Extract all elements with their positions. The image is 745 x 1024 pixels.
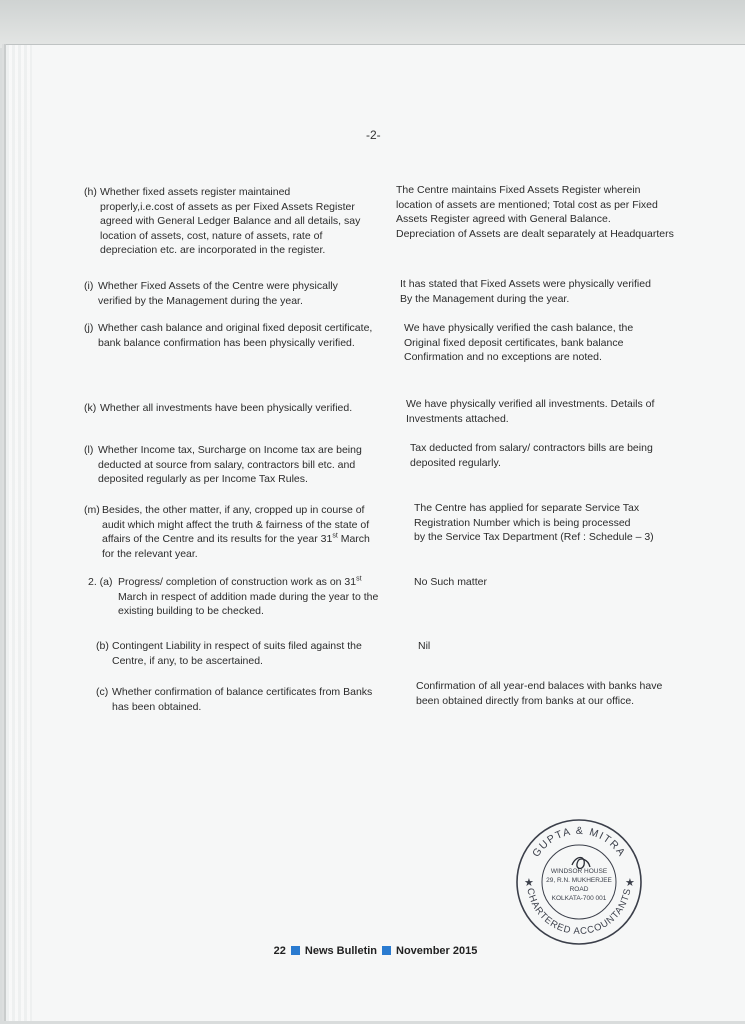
answer <box>410 441 700 470</box>
item-label: (b) <box>96 640 109 652</box>
company-seal-stamp <box>514 817 644 947</box>
answer <box>400 277 690 306</box>
question <box>96 639 396 668</box>
page-number: -2- <box>366 128 381 142</box>
page-stack-edge <box>6 45 32 1021</box>
question-text: Whether confirmation of balance certificates from Banks has been obtained. <box>112 686 373 713</box>
document-page <box>6 44 745 1021</box>
question-text: Whether Income tax, Surcharge on Income tax are being deducted at source from salary, contractors bill etc. and deposited regularly as per Income Tax Rules. <box>98 444 362 485</box>
stamp-star-left-icon: ★ <box>524 877 534 889</box>
item-label: (m) <box>84 504 100 516</box>
question <box>84 443 384 487</box>
signature-scribble-icon <box>572 858 590 869</box>
answer <box>406 397 696 426</box>
question <box>96 685 396 714</box>
footer-square-icon <box>382 946 391 955</box>
question <box>84 279 384 308</box>
question <box>88 575 388 619</box>
item-label: (i) <box>84 280 94 292</box>
question <box>84 321 394 350</box>
footer <box>6 945 745 957</box>
answer-text: No Such matter <box>414 576 487 588</box>
question-text: Whether all investments have been physically verified. <box>100 402 353 414</box>
answer-text: We have physically verified all investments. Details of Investments attached. <box>406 398 655 425</box>
item-label: (c) <box>96 686 109 698</box>
answer <box>404 321 694 365</box>
question <box>84 185 384 258</box>
footer-issue: November 2015 <box>396 945 478 957</box>
stamp-line-1: WINDSOR HOUSE <box>550 868 608 875</box>
stamp-star-right-icon: ★ <box>625 877 635 889</box>
item-label: 2. (a) <box>88 576 113 588</box>
item-label: (j) <box>84 322 94 334</box>
answer <box>418 639 708 654</box>
stamp-ring-bottom: CHARTERED ACCOUNTANTS <box>524 887 634 938</box>
footer-page-number: 22 <box>273 945 286 957</box>
answer <box>414 501 704 545</box>
answer-text: We have physically verified the cash balance, the Original fixed deposit certificates, bank balance Confirmation and no exceptions are noted. <box>404 322 634 363</box>
item-label: (k) <box>84 402 97 414</box>
answer-text: Tax deducted from salary/ contractors bills are being deposited regularly. <box>410 442 653 469</box>
stamp-line-4: KOLKATA-700 001 <box>551 895 607 902</box>
question-text: Whether fixed assets register maintained properly,i.e.cost of assets as per Fixed Assets Register agreed with General Ledger Balance and all details, say location of assets, cost, nature of assets, rate of depreciation etc. are incorporated in the register. <box>100 186 361 256</box>
question-text: Progress/ completion of construction work as on 31st March in respect of addition made during the year to the existing building to be checked. <box>118 575 379 617</box>
answer-text: Confirmation of all year-end balaces with banks have been obtained directly from banks at our office. <box>416 680 663 707</box>
answer <box>396 183 686 241</box>
answer <box>416 679 706 708</box>
item-label: (h) <box>84 186 97 198</box>
answer-text: Nil <box>418 640 431 652</box>
footer-publication: News Bulletin <box>304 945 378 957</box>
answer-text: It has stated that Fixed Assets were physically verified By the Management during the year. <box>400 278 651 305</box>
item-label: (l) <box>84 444 94 456</box>
answer-text: The Centre maintains Fixed Assets Register wherein location of assets are mentioned; Total cost as per Fixed Assets Register agreed with General Balance. Depreciation of Assets are dealt separately at Headquarters <box>396 184 674 240</box>
scan-background <box>0 0 745 48</box>
stamp-ring-top: GUPTA & MITRA <box>530 824 628 860</box>
stamp-line-3: ROAD <box>569 886 589 893</box>
answer <box>414 575 704 590</box>
question-text: Whether cash balance and original fixed deposit certificate, bank balance confirmation has been physically verified. <box>98 322 373 349</box>
question-text: Besides, the other matter, if any, cropped up in course of audit which might affect the truth & fairness of the state of affairs of the Centre and its results for the year 31st March for the relevant year. <box>102 504 370 560</box>
answer-text: The Centre has applied for separate Service Tax Registration Number which is being processed by the Service Tax Department (Ref : Schedule – 3) <box>414 502 654 543</box>
question-text: Whether Fixed Assets of the Centre were physically verified by the Management during the year. <box>98 280 338 307</box>
stamp-line-2: 29, R.N. MUKHERJEE <box>546 877 612 884</box>
question <box>84 401 384 416</box>
footer-square-icon <box>291 946 300 955</box>
question-text: Contingent Liability in respect of suits filed against the Centre, if any, to be ascertained. <box>112 640 362 667</box>
question <box>84 503 384 561</box>
